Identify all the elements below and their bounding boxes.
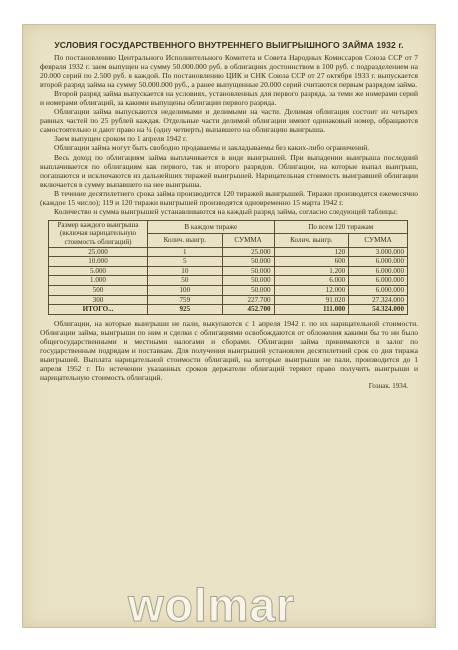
paragraph-table-intro: Количество и сумма выигрышей устанавливаются на каждый разряд займа, согласно следующей таблицы:	[54, 206, 398, 216]
prize-sum-all: 6.000.000	[349, 266, 408, 276]
header-sum: СУММА	[222, 234, 274, 247]
table-total-row	[49, 305, 408, 315]
prize-count-all: 120	[274, 247, 349, 257]
paragraph-redemption: Облигации, на которые выигрыши не пали, выкупаются с 1 апреля 1942 г. по их нарицательной стоимости. Облигации займа, выигрыши по ним и сделки с облигациями освобождаются от обложения какими бы то ни было общегосударственными и местными налогами и сборами. Облигации займа принимаются в залог по государственным подрядам и поставкам. Для получения выигрышей установлен десятилетний срок со дня тиража выигрышей. Выплата нарицательной стоимости облигаций, на которые выигрыши не пали, производится до 1 апреля 1952 г. По истечении указанных сроков держатели облигаций теряют право получить выигрыши и нарицательную стоимость облигаций.	[40, 318, 418, 383]
prize-sum: 50.000	[222, 266, 274, 276]
table-row	[49, 266, 408, 276]
prize-sum: 50.000	[222, 257, 274, 267]
prize-count: 1	[148, 247, 223, 257]
table-row	[49, 295, 408, 305]
prize-sum-all: 6.000.000	[349, 276, 408, 286]
table-row	[49, 286, 408, 296]
header-all-draws: По всем 120 тиражам	[274, 220, 407, 233]
table-row	[49, 257, 408, 267]
total-sum: 452.700	[222, 305, 274, 315]
paragraph-issue: По постановлению Центрального Исполнительного Комитета и Совета Народных Комиссаров Союза ССР от 7 февраля 1932 г. заем выпущен на сумму 50.000.000 руб. в облигациях достоинством в 100 руб. с подразделением на 20.000 серий по 2.500 руб. в каждой. По постановлению ЦИК и СНК Союза ССР от 27 октября 1933 г. выпускается второй разряд займа на сумму 50.000.000 руб., а ранее выпущенные 20.000 серий считаются первым разрядом займа.	[40, 53, 418, 90]
header-sum-all: СУММА	[349, 234, 408, 247]
table-row	[49, 276, 408, 286]
prize-sum: 50.000	[222, 276, 274, 286]
document-title: УСЛОВИЯ ГОСУДАРСТВЕННОГО ВНУТРЕННЕГО ВЫИГРЫШНОГО ЗАЙМА 1932 г.	[54, 40, 404, 50]
header-count-all: Колич. выигр.	[274, 234, 349, 247]
printer-imprint: Гознак. 1934.	[368, 382, 408, 391]
header-prize-size: Размер каждого выигрыша (включая нарицательную стоимость облигаций)	[49, 220, 148, 247]
paragraph-income: Весь доход по облигациям займа выплачивается в виде выигрышей. При выпадении выигрыша последний выплачивается по облигациям как первого, так и второго разрядов. Облигации, на которые выпал выигрыш, погашаются и исключаются из дальнейших тиражей выигрышей. Нарицательная стоимость выигравшей облигации включается в сумму выпавшего на нее выигрыша.	[40, 152, 418, 189]
paragraph-second-category: Второй разряд займа выпускается на условиях, установленных для первого разряда, за теми же номерами серий и номерами облигаций, за какими выпущены облигации первого разряда.	[40, 89, 418, 108]
paragraph-trade: Облигации займа могут быть свободно продаваемы и закладываемы без каких-либо ограничений.	[54, 143, 370, 153]
footer	[40, 382, 418, 392]
auction-watermark: wolmar	[128, 579, 296, 631]
prize-count: 50	[148, 276, 223, 286]
prize-sum-all: 6.000.000	[349, 286, 408, 296]
prize-sum-all: 27.324.000	[349, 295, 408, 305]
prize-size: 10.000	[49, 257, 148, 267]
prize-sum-all: 3.000.000	[349, 247, 408, 257]
paragraph-draws: В течение десятилетнего срока займа производится 120 тиражей выигрышей. Тиражи производятся ежемесячно (каждое 15 число); 119 и 120 тиражи выигрышей производятся одновременно 15 марта 1942 г.	[40, 188, 418, 207]
header-each-draw: В каждом тираже	[148, 220, 275, 233]
paragraph-divisible: Облигации займа выпускаются неделимыми и делимыми на части. Делимая облигация состоит из четырех равных частей по 25 рублей каждая. Отдельные части делимой облигации имеют одинаковый номер, обращаются самостоятельно и дают право на ¼ (одну четверть) выпавшего на облигацию выигрыша.	[40, 107, 418, 135]
prize-count-all: 6.000	[274, 276, 349, 286]
total-count-all: 111.000	[274, 305, 349, 315]
total-label: ИТОГО...	[49, 305, 148, 315]
prize-size: 5.000	[49, 266, 148, 276]
paragraph-term: Заем выпущен сроком по 1 апреля 1942 г.	[54, 134, 188, 144]
prize-size: 25.000	[49, 247, 148, 257]
prize-sum: 25.000	[222, 247, 274, 257]
prize-sum-all: 6.000.000	[349, 257, 408, 267]
prize-count: 100	[148, 286, 223, 296]
document-body	[40, 40, 418, 392]
prize-size: 300	[49, 295, 148, 305]
prize-count: 10	[148, 266, 223, 276]
header-count: Колич. выигр.	[148, 234, 223, 247]
prize-size: 500	[49, 286, 148, 296]
prize-count: 5	[148, 257, 223, 267]
total-count: 925	[148, 305, 223, 315]
prize-count-all: 1.200	[274, 266, 349, 276]
prize-size: 1.000	[49, 276, 148, 286]
prize-sum: 50.000	[222, 286, 274, 296]
prize-table	[48, 220, 408, 315]
prize-count: 759	[148, 295, 223, 305]
prize-count-all: 12.000	[274, 286, 349, 296]
prize-sum: 227.700	[222, 295, 274, 305]
prize-count-all: 600	[274, 257, 349, 267]
table-row	[49, 247, 408, 257]
prize-count-all: 91.020	[274, 295, 349, 305]
total-sum-all: 54.324.000	[349, 305, 408, 315]
